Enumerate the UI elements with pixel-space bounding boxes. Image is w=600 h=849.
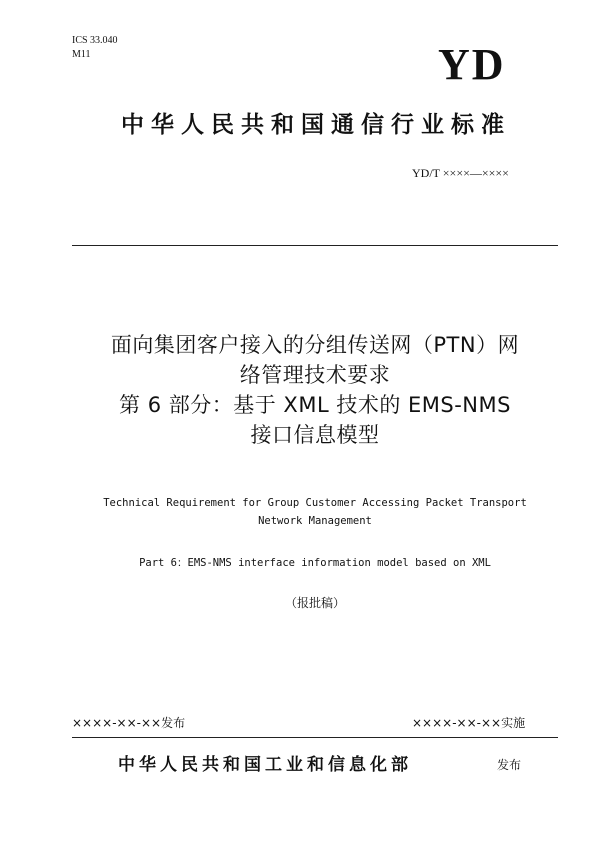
implement-date: ××××-××-××实施 [412,716,526,730]
bottom-divider [72,737,558,738]
standard-code: YD/T ××××—×××× [412,166,509,180]
title-line-1: 面向集团客户接入的分组传送网（PTN）网 [110,333,520,357]
english-part-title: Part 6：EMS-NMS interface information model based on XML [139,557,491,569]
english-title-line-2: Network Management [258,515,372,527]
title-line-2: 络管理技术要求 [239,363,391,387]
top-divider [72,245,558,246]
document-title [60,330,570,450]
ics-block [72,34,118,62]
english-title-line-1: Technical Requirement for Group Customer Accessing Packet Transport [103,497,527,509]
issuing-ministry: 中华人民共和国工业和信息化部 [118,755,412,775]
publish-date: ××××-××-××发布 [72,716,186,730]
industry-standard-title: 中华人民共和国通信行业标准 [121,112,511,138]
draft-status: （报批稿） [284,596,345,610]
ics-code: ICS 33.040 [72,35,118,46]
issue-label: 发布 [497,758,522,772]
english-title [60,494,570,530]
title-line-4: 接口信息模型 [250,423,380,447]
classification-code: M11 [72,49,91,60]
yd-logo: YD [438,40,506,89]
title-line-3: 第 6 部分：基于 XML 技术的 EMS-NMS [119,393,511,417]
